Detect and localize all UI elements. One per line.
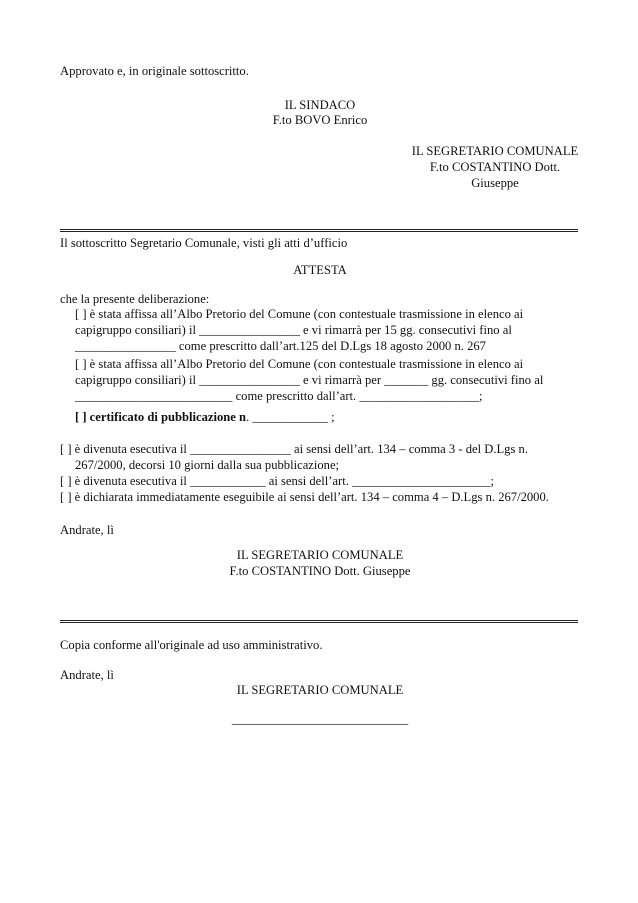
secretary-title-attestation: IL SEGRETARIO COMUNALE (236, 548, 404, 562)
section-divider (60, 620, 578, 623)
executive-item-2: [ ] è divenuta esecutiva il ____________ ai sensi dell’art. ______________________; (60, 474, 495, 488)
mayor-name: F.to BOVO Enrico (272, 113, 368, 127)
secretary-name: F.to COSTANTINO Dott. (429, 160, 561, 174)
publication-certificate-label: [ ] certificato di pubblicazione n (75, 410, 247, 424)
executive-item-1-line-2: 267/2000, decorsi 10 giorni dalla sua pubblicazione; (75, 458, 340, 472)
copy-text: Copia conforme all'originale ad uso amministrativo. (60, 638, 323, 652)
publication-item-2-line-1: [ ] è stata affissa all’Albo Pretorio del Comune (con contestuale trasmissione in elenco ai (75, 357, 524, 371)
approval-text: Approvato e, in originale sottoscritto. (60, 64, 249, 78)
publication-item-1-line-3: ________________ come prescritto dall’art.125 del D.Lgs 18 agosto 2000 n. 267 (75, 339, 486, 353)
place-date: Andrate, lì (60, 523, 114, 537)
publication-item-2-line-3: _________________________ come prescritto dall’art. ___________________; (75, 389, 483, 403)
secretary-title: IL SEGRETARIO COMUNALE (411, 144, 579, 158)
publication-item-1-line-1: [ ] è stata affissa all’Albo Pretorio del Comune (con contestuale trasmissione in elenco ai (75, 307, 524, 321)
secretary-name-continued: Giuseppe (471, 176, 519, 190)
publication-item-1-line-2: capigruppo consiliari) il ________________ e vi rimarrà per 15 gg. consecutivi fino al (75, 323, 512, 337)
publication-item-2-line-2: capigruppo consiliari) il ________________ e vi rimarrà per _______ gg. consecutivi fino al (75, 373, 544, 387)
place-date-copy: Andrate, lì (60, 668, 114, 682)
publication-certificate-blank: . ____________ ; (246, 410, 335, 424)
signature-line: ____________________________ (231, 712, 409, 726)
section-divider (60, 229, 578, 232)
publication-certificate (75, 409, 335, 425)
attestation-intro: Il sottoscritto Segretario Comunale, visti gli atti d’ufficio (60, 236, 348, 250)
attestation-heading: ATTESTA (293, 263, 347, 277)
executive-item-3: [ ] è dichiarata immediatamente eseguibile ai sensi dell’art. 134 – comma 4 – D.Lgs n. 267/2000. (60, 490, 549, 504)
attestation-lead: che la presente deliberazione: (60, 292, 210, 306)
mayor-title: IL SINDACO (284, 98, 356, 112)
secretary-title-copy: IL SEGRETARIO COMUNALE (236, 683, 404, 697)
executive-item-1-line-1: [ ] è divenuta esecutiva il ________________ ai sensi dell’art. 134 – comma 3 - del D.Lgs n. (60, 442, 528, 456)
secretary-name-attestation: F.to COSTANTINO Dott. Giuseppe (229, 564, 411, 578)
